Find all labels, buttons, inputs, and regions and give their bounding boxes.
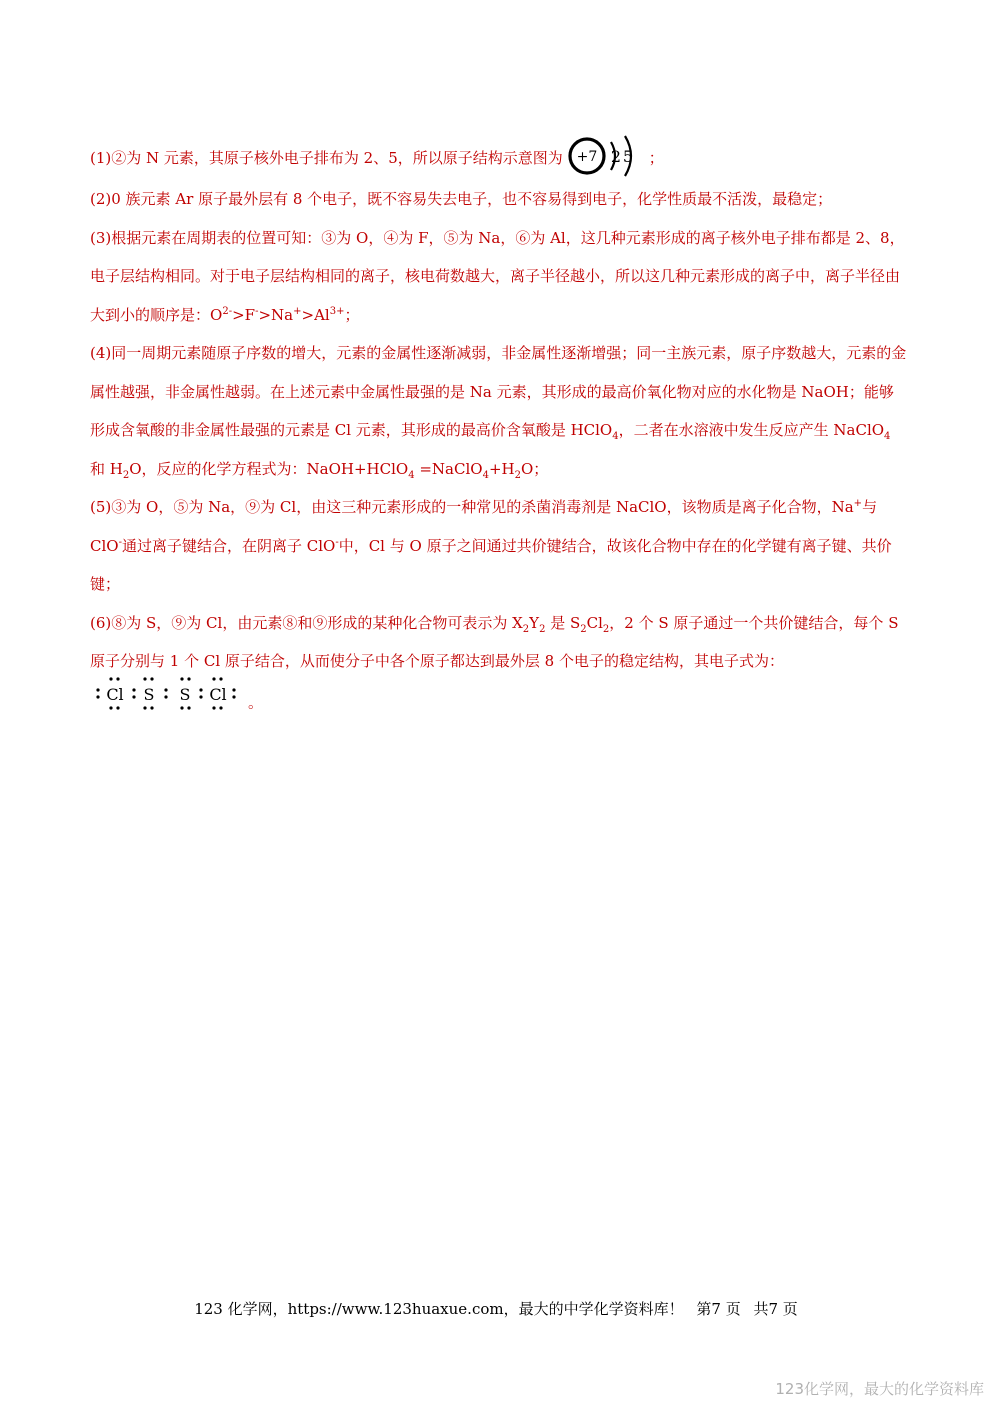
lewis-atom-cl-2: Cl [209, 684, 227, 704]
footer-page-number: 第7 页 [696, 1300, 741, 1318]
watermark-text: 123化学网，最大的化学资料库 [775, 1380, 984, 1398]
answer-6: (6)⑧为 S，⑨为 Cl，由元素⑧和⑨形成的某种化合物可表示为 $X_2Y_2$ 是 $S_2Cl_2$，2 个 S 原子通过一个共价键结合，每个 S 原子分别与 1 个 Cl 原子结合，从而使分子中各个原子都达到最外层 8 个电子的稳定结构，其电子式为： Cl S S Cl 。 [90, 604, 908, 726]
answer-1-text: (1)②为 N 元素，其原子核外电子排布为 2、5，所以原子结构示意图为 [90, 149, 563, 167]
lewis-atom-cl-1: Cl [106, 684, 124, 704]
lewis-atom-s-2: S [179, 684, 191, 704]
answer-3 [90, 219, 908, 335]
s2cl2-electron-formula [94, 675, 244, 726]
footer-total-pages: 共7 页 [753, 1300, 798, 1318]
answer-3-text: (3)根据元素在周期表的位置可知：③为 O，④为 F，⑤为 Na，⑥为 Al，这几种元素形成的离子核外电子排布都是 2、8，电子层结构相同。对于电子层结构相同的离子，核电荷数越大，离子半径越小，所以这几种元素形成的离子中，离子半径由大到小的顺序是： [90, 228, 905, 324]
nucleus-charge: +7 [576, 149, 598, 165]
shell-1-electrons: 2 [610, 147, 621, 166]
answer-1 [90, 138, 908, 180]
shell-2-electrons: 5 [622, 147, 633, 166]
answer-2-text: (2)0 族元素 Ar 原子最外层有 8 个电子，既不容易失去电子，也不容易得到电子，化学性质最不活泼，最稳定； [90, 190, 833, 208]
solution-content [90, 138, 908, 725]
footer-site-text: 123 化学网，https://www.123huaxue.com，最大的中学化学资料库！ [194, 1300, 684, 1318]
nitrogen-atom-structure-diagram [565, 132, 647, 180]
lewis-atom-s-1: S [143, 684, 155, 704]
ion-radius-order: $O^{2-}>F^->Na^+>Al^{3+}$； [210, 305, 360, 324]
answer-2 [90, 180, 908, 219]
answer-1-end: ； [648, 149, 664, 167]
answer-4: (4)同一周期元素随原子序数的增大，元素的金属性逐渐减弱，非金属性逐渐增强；同一主族元素，原子序数越大，元素的金属性越强，非金属性越弱。在上述元素中金属性最强的是 Na 元素，其形成的最高价氧化物对应的水化物是 NaOH；能够形成含氧酸的非金属性最强的元素是 Cl 元素，其形成的最高价含氧酸是 HClO$_4$，二者在水溶液中发生反应产生 NaClO$_4$ 和 $H_2O$，反应的化学方程式为：NaOH+HClO$_4$ $=NaClO_4+H_2O$； [90, 344, 907, 481]
page-footer [0, 1298, 992, 1319]
answer-5: (5)③为 O，⑤为 Na，⑨为 Cl，由这三种元素形成的一种常见的杀菌消毒剂是 NaClO，该物质是离子化合物，Na+与 ClO-通过离子键结合，在阴离子 ClO-中，Cl 与 O 原子之间通过共价键结合，故该化合物中存在的化学键有离子键、共价键； [90, 498, 892, 593]
